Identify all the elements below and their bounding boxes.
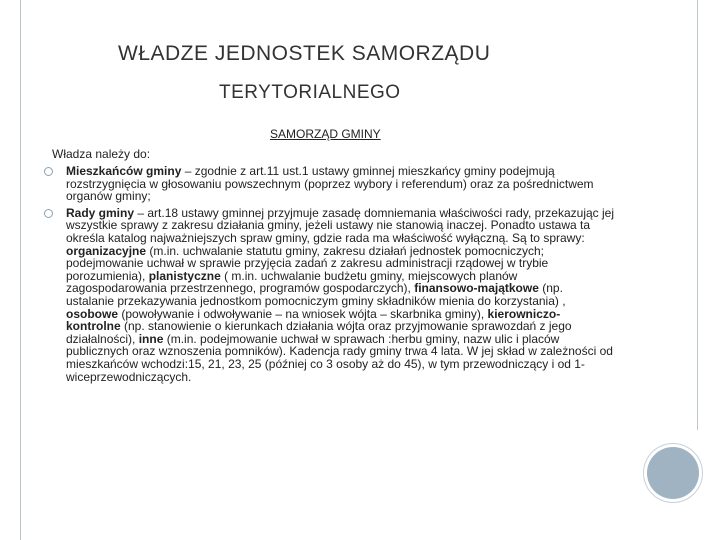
title-line-1: WŁADZE JEDNOSTEK SAMORZĄDU [118,42,491,65]
bullet-bold: finansowo-majątkowe [414,281,539,296]
bullet-bold: inne [138,331,164,346]
bullet-text: (m.in. uchwalanie statutu gminy, zakresu działań jednostek pomocniczych; podejmowanie uchwał w sprawie przyjęcia zadań z zakresu administracji rządowej w trybie porozumienia), [66,243,549,283]
bullet-text: (powoływanie i odwoływanie – na wniosek wójta – skarbnika gminy), [118,306,488,321]
title-line-2: TERYTORIALNEGO [219,82,401,103]
bullet-rada [44,207,614,383]
bullet-bold: organizacyjne [66,243,147,258]
bullet-circle-icon [44,209,53,218]
bullet-text: (m.in. podejmowanie uchwał w sprawach :herbu gminy, nazw ulic i placów publicznych oraz wznoszenia pomników). Kadencja rady gminy trwa 4 lata. W jej skład w zależności od mieszkańców wchodzi:15, 21, 23, 25 (później co 3 osoby aż do 45), w tym przewodniczący i od 1- wiceprzewodniczących. [66,331,613,384]
bullet-bold: kierowniczo-kontrolne [66,306,561,334]
bullet-bold: planistyczne [148,268,221,283]
bullet-bold: osobowe [66,306,119,321]
bullet-text: – art.18 ustawy gminnej przyjmuje zasadę domniemania właściwości rady, przekazując jej wszystkie sprawy z zakresu działania gminy, jeżeli ustawy nie stanowią inaczej. Ponadto ustawa ta określa katalog najważniejszych spraw gminy, gdzie rada ma właściwość wyłączną. Są to sprawy: [66,205,615,245]
bullet-list [44,165,614,387]
frame-line-right [697,0,698,430]
frame-line-left [20,0,21,540]
bullet-text: ( m.in. uchwalanie budżetu gminy, miejscowych planów zagospodarowania przestrzennego, programów gospodarczych), [66,268,518,296]
bullet-circle-icon [44,167,53,176]
bullet-bold: Rady gminy [66,205,135,220]
bullet-text: (np. ustalanie przekazywania jednostkom pomocniczym gminy składników mienia do korzystania) , [66,281,566,308]
bullet-text: – zgodnie z art.11 ust.1 ustawy gminnej mieszkańcy gminy podejmują rozstrzygnięcia w głosowaniu powszechnym (poprzez wybory i referendum) oraz za pośrednictwem organów gminy; [66,164,594,204]
bullet-text: (np. stanowienie o kierunkach działania wójta oraz przyjmowanie sprawozdań z jego działalności), [66,319,572,346]
decorative-circle-icon [647,447,699,499]
bullet-bold: Mieszkańców gminy [66,164,182,178]
bullet-mieszkancy [44,165,614,203]
subtitle: SAMORZĄD GMINY [270,127,381,141]
intro-text: Władza należy do: [52,147,151,161]
